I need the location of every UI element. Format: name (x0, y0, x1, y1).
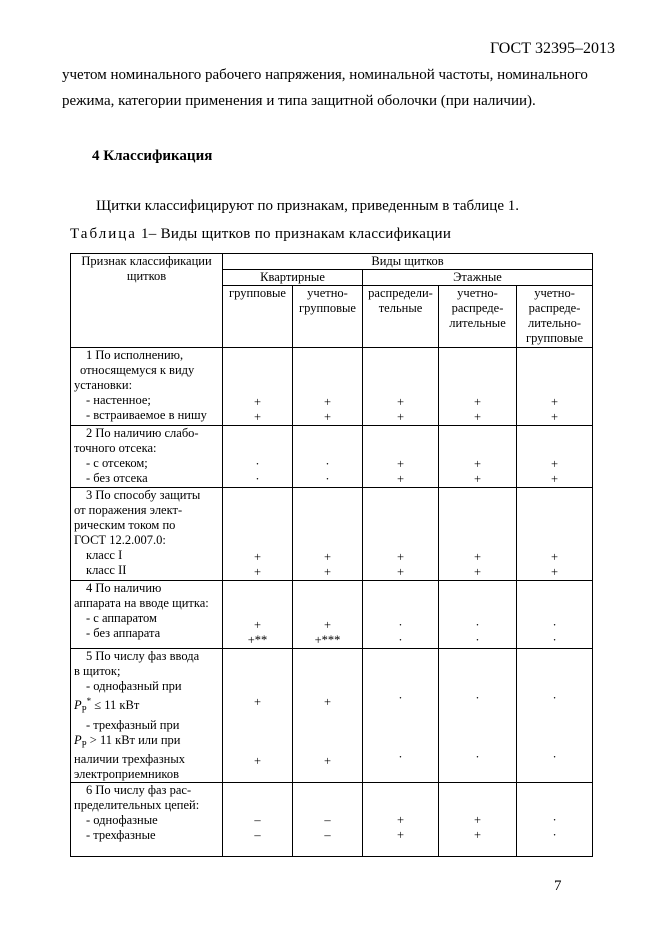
group-3-title-b: от поражения элект- (74, 503, 183, 517)
value-cell: · (552, 633, 557, 647)
section-title: 4 Классификация (92, 148, 213, 164)
power-symbol: P (74, 698, 82, 713)
group-4-col-3 (363, 581, 439, 649)
group-5-col-5 (517, 649, 593, 783)
value-cell: + (253, 695, 262, 709)
table-caption (70, 226, 451, 243)
value-cell: + (551, 410, 559, 424)
group-4-feature (71, 581, 223, 649)
group-6-col-1 (223, 783, 293, 857)
group-4-col-4 (439, 581, 517, 649)
value-cell: +*** (314, 633, 341, 647)
value-cell: + (323, 410, 332, 424)
group-6-col-5 (517, 783, 593, 857)
value-cell: + (396, 472, 405, 486)
group-1-row-1: - настенное; (86, 393, 151, 407)
value-cell: + (253, 410, 262, 424)
group-5-col-3 (363, 649, 439, 783)
value-cell: – (324, 828, 331, 843)
group-4-title-a: 4 По наличию (86, 581, 162, 595)
group-2-row-1: - с отсеком; (86, 456, 148, 470)
group-3-row-1: класс I (86, 548, 123, 562)
value-cell: + (323, 395, 332, 409)
value-cell: + (396, 457, 405, 471)
value-cell: + (253, 754, 262, 768)
table-row (71, 426, 593, 488)
value-cell: + (323, 754, 332, 768)
value-cell: · (552, 750, 557, 764)
value-cell: + (396, 813, 405, 828)
value-cell: · (475, 618, 480, 632)
value-cell: + (253, 550, 262, 564)
intro-paragraph: учетом номинального рабочего напряжения, номинальной частоты, номинального режима, категории применения и типа защитной оболочки (при наличии). (62, 67, 588, 109)
value-cell: + (253, 565, 262, 579)
group-5-row-2-formula (74, 733, 219, 753)
group-5-row-2: - трехфазный при (86, 717, 180, 732)
group-1-col-3 (363, 348, 439, 426)
value-cell: + (253, 618, 262, 632)
classification-table (70, 253, 593, 857)
header-meter-group: учетно-групповые (293, 286, 363, 348)
value-cell: + (473, 457, 482, 471)
value-cell: + (473, 410, 482, 424)
group-2-col-1 (223, 426, 293, 488)
group-3-col-1 (223, 488, 293, 581)
group-3-feature (71, 488, 223, 581)
header-distribution: распредели-тельные (363, 286, 439, 348)
group-5-title-a: 5 По числу фаз ввода (86, 649, 200, 663)
value-cell: + (396, 828, 405, 843)
value-cell: · (398, 633, 403, 647)
header-meter-distribution: учетно-распреде-лительные (439, 286, 517, 348)
group-3-col-3 (363, 488, 439, 581)
group-5-row-2-d: электроприемников (74, 767, 180, 782)
group-2-col-5 (517, 426, 593, 488)
group-1-col-4 (439, 348, 517, 426)
group-4-row-2: - без аппарата (86, 626, 161, 640)
value-cell: · (475, 750, 480, 764)
value-cell: · (325, 472, 330, 486)
group-6-col-4 (439, 783, 517, 857)
group-1-title-c: установки: (74, 378, 133, 392)
group-6-row-1: - однофазные (86, 813, 158, 828)
value-cell: · (552, 618, 557, 632)
power-symbol: P (74, 732, 82, 747)
value-cell: + (551, 550, 559, 564)
group-2-row-2: - без отсека (86, 471, 148, 485)
group-6-feature (71, 783, 223, 857)
power-limit: ≤ 11 кВт (91, 698, 140, 713)
value-cell: · (255, 472, 260, 486)
table-row (71, 581, 593, 649)
value-cell: · (325, 457, 330, 471)
table-row (71, 783, 593, 857)
group-1-col-1 (223, 348, 293, 426)
group-5-row-1: - однофазный при (86, 679, 182, 693)
group-5-col-1 (223, 649, 293, 783)
group-1-title-b: относящемуся к виду (80, 363, 195, 377)
group-5-row-2-c: наличии трехфазных (74, 752, 186, 767)
value-cell: + (323, 565, 332, 579)
group-2-col-2 (293, 426, 363, 488)
value-cell: · (475, 691, 480, 705)
value-cell: · (552, 691, 557, 705)
group-1-row-2: - встраиваемое в нишу (86, 408, 207, 422)
value-cell: +** (247, 633, 268, 647)
value-cell: · (255, 457, 260, 471)
value-cell: + (396, 565, 405, 579)
value-cell: + (473, 565, 482, 579)
page-number: 7 (554, 878, 562, 894)
value-cell: + (323, 618, 332, 632)
group-4-row-1: - с аппаратом (86, 611, 157, 625)
power-superscript: * (86, 696, 92, 706)
group-3-col-5 (517, 488, 593, 581)
value-cell: + (323, 695, 332, 709)
value-cell: · (398, 618, 403, 632)
header-apartment: Квартирные (223, 270, 363, 286)
value-cell: – (254, 813, 261, 828)
group-6-row-2: - трехфазные (86, 828, 156, 843)
group-5-row-1-formula (74, 694, 219, 718)
power-subscript: P (81, 739, 87, 750)
group-6-col-2 (293, 783, 363, 857)
value-cell: + (396, 395, 405, 409)
header-group: групповые (223, 286, 293, 348)
group-5-col-2 (293, 649, 363, 783)
group-3-title-d: ГОСТ 12.2.007.0: (74, 533, 166, 547)
value-cell: + (551, 472, 559, 486)
group-1-feature (71, 348, 223, 426)
power-subscript: P (81, 704, 87, 715)
group-6-title-b: пределительных цепей: (74, 798, 200, 813)
value-cell: + (473, 813, 482, 828)
group-1-col-5 (517, 348, 593, 426)
group-5-feature (71, 649, 223, 783)
header-floor: Этажные (363, 270, 593, 286)
value-cell: + (473, 395, 482, 409)
group-4-title-b: аппарата на вводе щитка: (74, 596, 209, 610)
header-feature: Признак классификации щитков (71, 254, 223, 348)
table-header-row (71, 254, 593, 270)
value-cell: + (473, 550, 482, 564)
value-cell: · (475, 633, 480, 647)
group-3-row-2: класс II (86, 563, 127, 577)
group-2-col-4 (439, 426, 517, 488)
group-3-col-4 (439, 488, 517, 581)
group-4-col-1 (223, 581, 293, 649)
value-cell: – (254, 828, 261, 843)
document-id: ГОСТ 32395–2013 (489, 40, 615, 57)
group-5-col-4 (439, 649, 517, 783)
table-row (71, 649, 593, 783)
header-types: Виды щитков (223, 254, 593, 270)
group-3-col-2 (293, 488, 363, 581)
group-4-col-2 (293, 581, 363, 649)
value-cell: · (398, 691, 403, 705)
body-paragraph: Щитки классифицируют по признакам, приведенным в таблице 1. (96, 198, 519, 214)
value-cell: · (552, 828, 557, 843)
value-cell: · (552, 813, 557, 828)
value-cell: + (253, 395, 262, 409)
power-limit: > 11 кВт или при (86, 732, 181, 747)
value-cell: + (396, 550, 405, 564)
value-cell: – (324, 813, 331, 828)
group-2-title-a: 2 По наличию слабо- (86, 426, 199, 440)
value-cell: + (473, 472, 482, 486)
group-1-title-a: 1 По исполнению, (86, 348, 184, 362)
group-3-title-c: рическим током по (74, 518, 176, 532)
table-row (71, 488, 593, 581)
group-4-col-5 (517, 581, 593, 649)
value-cell: + (551, 457, 559, 471)
value-cell: + (323, 550, 332, 564)
table-row (71, 348, 593, 426)
group-3-title-a: 3 По способу защиты (86, 488, 201, 502)
group-6-title-a: 6 По числу фаз рас- (86, 783, 192, 798)
header-meter-distribution-group: учетно-распреде-лительно-групповые (517, 286, 593, 348)
value-cell: + (473, 828, 482, 843)
value-cell: + (551, 565, 559, 579)
group-2-title-b: точного отсека: (74, 441, 157, 455)
group-5-title-b: в щиток; (74, 664, 121, 678)
group-2-col-3 (363, 426, 439, 488)
group-6-col-3 (363, 783, 439, 857)
value-cell: + (396, 410, 405, 424)
value-cell: + (551, 395, 559, 409)
caption-rest: 1– Виды щитков по признакам классификации (136, 226, 452, 242)
caption-word: Таблица (70, 226, 137, 242)
group-1-col-2 (293, 348, 363, 426)
value-cell: · (398, 750, 403, 764)
group-2-feature (71, 426, 223, 488)
